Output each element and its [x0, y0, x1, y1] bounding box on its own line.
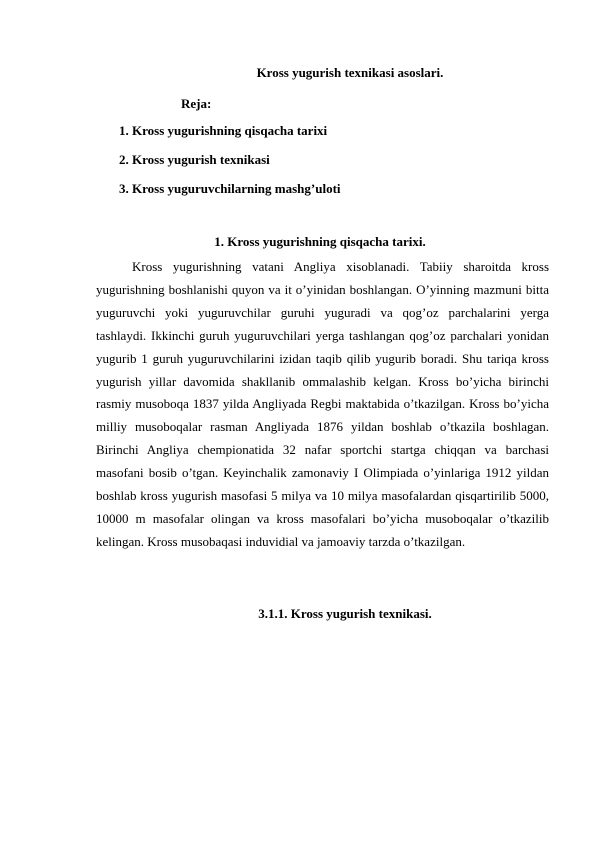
plan-item: 3. Kross yuguruvchilarning mashg’uloti [119, 181, 341, 196]
section-heading: 1. Kross yugurishning qisqacha tarixi. [214, 234, 426, 249]
plan-item: 1. Kross yugurishning qisqacha tarixi [119, 123, 328, 138]
plan-list [119, 122, 341, 209]
document-title: Kross yugurish texnikasi asoslari. [256, 65, 444, 80]
body-paragraph: Kross yugurishning vatani Angliya xisoblanadi. Tabiiy sharoitda kross yugurishning boshlanishi quyon va it o’yinidan boshlangan. O’yinning mazmuni bitta yuguruvchi yoki yuguruvchilar guruhi yuguradi va qog’oz parchalarini yerga tashlaydi. Ikkinchi guruh yuguruvchilari yerga tashlangan qog’oz parchalari yonidan yugurib 1 guruh yuguruvchilarini izidan taqib qilib yugurib boradi. Shu tariqa kross yugurish yillar davomida shakllanib ommalashib kelgan. Kross bo’yicha birinchi rasmiy musoboqa 1837 yilda Angliyada Regbi maktabida o’tkazilgan. Kross bo’yicha milliy musoboqalar rasman Angliyada 1876 yildan boshlab o’tkazila boshlagan. Birinchi Angliya chempionatida 32 nafar sportchi startga chiqqan va barchasi masofani bosib o’tgan. Keyinchalik zamonaviy I Olimpiada o’yinlariga 1912 yildan boshlab kross yugurish masofasi 5 milya va 10 milya masofalardan qisqartirilib 5000, 10000 m masofalar olingan va kross masofalari bo’yicha musoboqalar o’tkazilib kelingan. Kross musobaqasi induvidial va jamoaviy tarzda o’tkazilgan. [96, 259, 549, 549]
plan-item: 2. Kross yugurish texnikasi [119, 152, 270, 167]
subsection-heading: 3.1.1. Kross yugurish texnikasi. [258, 606, 432, 621]
plan-heading: Reja: [181, 96, 212, 111]
